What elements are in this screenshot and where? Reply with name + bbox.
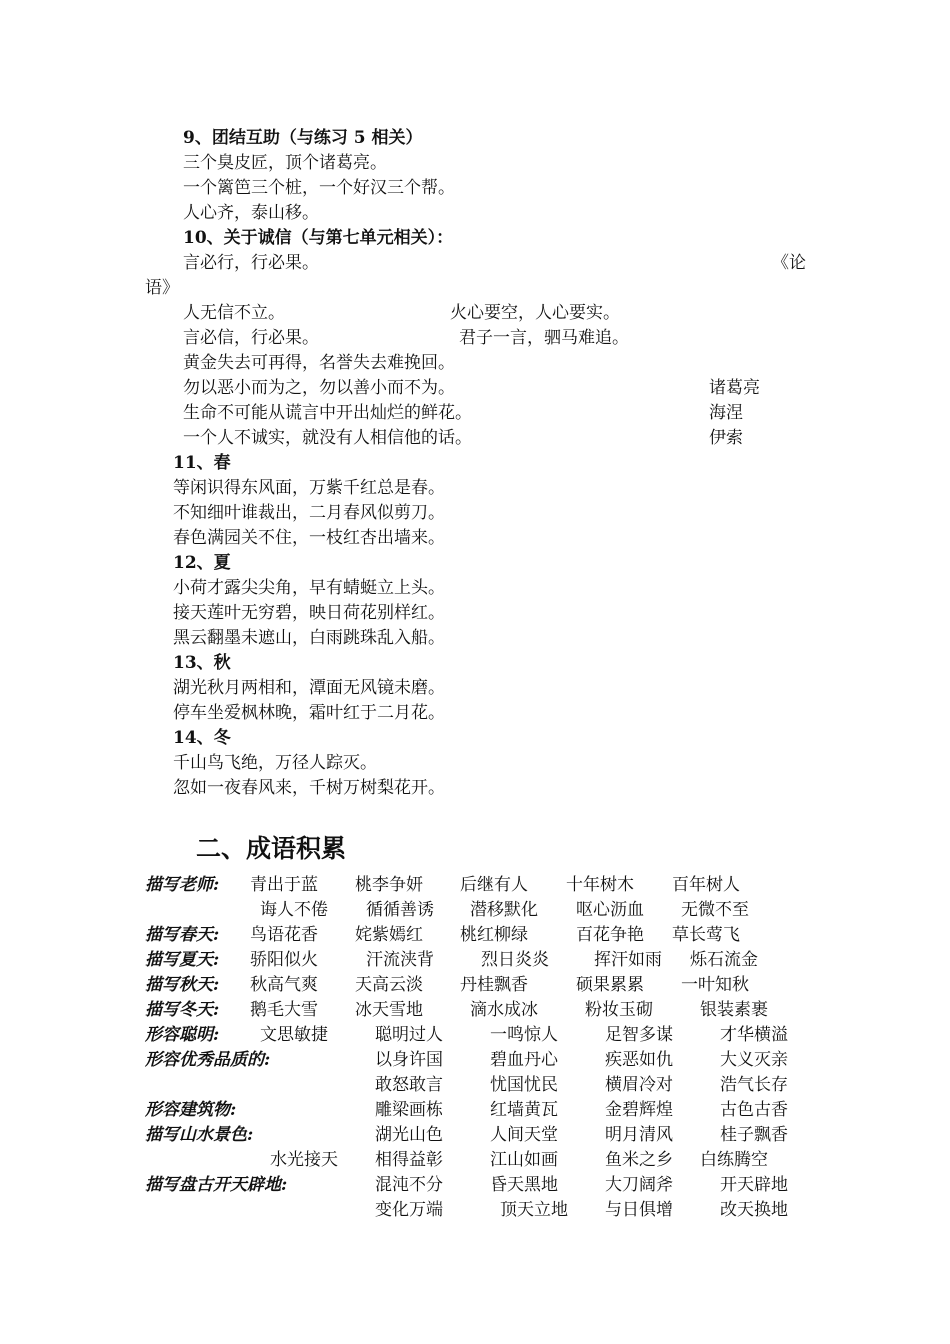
poem-line: 湖光秋月两相和，潭面无风镜未磨。 — [173, 678, 445, 698]
proverb-source: 诸葛亮 — [709, 378, 760, 398]
poem-line: 小荷才露尖尖角，早有蜻蜓立上头。 — [173, 578, 445, 598]
idiom: 百花争艳 — [576, 925, 644, 945]
idiom: 变化万端 — [375, 1200, 443, 1220]
category-label-winter: 描写冬天: — [145, 1000, 220, 1020]
idiom: 循循善诱 — [366, 900, 434, 920]
idiom: 鸟语花香 — [250, 925, 318, 945]
idiom: 骄阳似火 — [250, 950, 318, 970]
proverb-line: 勿以恶小而为之，勿以善小而不为。 — [183, 378, 455, 398]
idiom: 一叶知秋 — [681, 975, 749, 995]
idiom: 诲人不倦 — [260, 900, 328, 920]
idiom: 挥汗如雨 — [594, 950, 662, 970]
idiom: 一鸣惊人 — [490, 1025, 558, 1045]
idiom: 相得益彰 — [375, 1150, 443, 1170]
idiom: 姹紫嫣红 — [355, 925, 423, 945]
section-10-heading: 10、关于诚信（与第七单元相关）： — [183, 228, 454, 248]
poem-line: 等闲识得东风面，万紫千红总是春。 — [173, 478, 445, 498]
category-label-building: 形容建筑物: — [145, 1100, 237, 1120]
idiom: 开天辟地 — [720, 1175, 788, 1195]
category-label-scenery: 描写山水景色: — [145, 1125, 254, 1145]
idiom: 滴水成冰 — [470, 1000, 538, 1020]
section-14-heading: 14、冬 — [173, 728, 231, 748]
idiom: 百年树人 — [672, 875, 740, 895]
idiom: 江山如画 — [490, 1150, 558, 1170]
idiom: 烈日炎炎 — [481, 950, 549, 970]
idiom: 与日俱增 — [605, 1200, 673, 1220]
poem-line: 黑云翻墨未遮山，白雨跳珠乱入船。 — [173, 628, 445, 648]
idiom: 足智多谋 — [605, 1025, 673, 1045]
category-label-summer: 描写夏天: — [145, 950, 220, 970]
proverb-line: 一个人不诚实，就没有人相信他的话。 — [183, 428, 472, 448]
idiom: 鹅毛大雪 — [250, 1000, 318, 1020]
idiom: 粉妆玉砌 — [585, 1000, 653, 1020]
idiom: 硕果累累 — [576, 975, 644, 995]
poem-line: 千山鸟飞绝，万径人踪灭。 — [173, 753, 377, 773]
category-label-smart: 形容聪明: — [145, 1025, 220, 1045]
idiom: 人间天堂 — [490, 1125, 558, 1145]
proverb-line: 言必信，行必果。 — [183, 328, 319, 348]
idiom: 无微不至 — [681, 900, 749, 920]
idiom: 昏天黑地 — [490, 1175, 558, 1195]
idiom: 敢怒敢言 — [375, 1075, 443, 1095]
idiom: 秋高气爽 — [250, 975, 318, 995]
idiom: 雕梁画栋 — [375, 1100, 443, 1120]
section-9-heading: 9、团结互助（与练习 5 相关） — [183, 128, 423, 148]
proverb-line: 君子一言，驷马难追。 — [459, 328, 629, 348]
proverb-source: 《论 — [772, 253, 806, 273]
proverb-line: 生命不可能从谎言中开出灿烂的鲜花。 — [183, 403, 472, 423]
section-13-heading: 13、秋 — [173, 653, 231, 673]
proverb-line: 人心齐，泰山移。 — [183, 203, 319, 223]
proverb-source: 海涅 — [709, 403, 743, 423]
idiom: 汗流浃背 — [366, 950, 434, 970]
idiom: 浩气长存 — [720, 1075, 788, 1095]
poem-line: 春色满园关不住，一枝红杏出墙来。 — [173, 528, 445, 548]
idiom: 冰天雪地 — [355, 1000, 423, 1020]
idiom: 大义灭亲 — [720, 1050, 788, 1070]
section-11-heading: 11、春 — [173, 453, 231, 473]
category-label-pangu: 描写盘古开天辟地: — [145, 1175, 288, 1195]
idiom: 银装素裹 — [700, 1000, 768, 1020]
proverb-line: 黄金失去可再得，名誉失去难挽回。 — [183, 353, 455, 373]
poem-line: 忽如一夜春风来，千树万树梨花开。 — [173, 778, 445, 798]
idiom: 湖光山色 — [375, 1125, 443, 1145]
idiom: 古色古香 — [720, 1100, 788, 1120]
proverb-line: 火心要空，人心要实。 — [450, 303, 620, 323]
idiom: 忧国忧民 — [490, 1075, 558, 1095]
idiom: 横眉冷对 — [605, 1075, 673, 1095]
idiom: 顶天立地 — [500, 1200, 568, 1220]
idiom: 文思敏捷 — [260, 1025, 328, 1045]
idiom: 改天换地 — [720, 1200, 788, 1220]
idiom: 桃红柳绿 — [460, 925, 528, 945]
proverb-line: 人无信不立。 — [183, 303, 285, 323]
idiom: 水光接天 — [270, 1150, 338, 1170]
idioms-section-title: 二、成语积累 — [196, 834, 347, 863]
idiom: 才华横溢 — [720, 1025, 788, 1045]
idiom: 桂子飘香 — [720, 1125, 788, 1145]
idiom: 天高云淡 — [355, 975, 423, 995]
category-label-autumn: 描写秋天: — [145, 975, 220, 995]
idiom: 红墙黄瓦 — [490, 1100, 558, 1120]
idiom: 青出于蓝 — [250, 875, 318, 895]
section-12-heading: 12、夏 — [173, 553, 231, 573]
idiom: 聪明过人 — [375, 1025, 443, 1045]
idiom: 疾恶如仇 — [605, 1050, 673, 1070]
poem-line: 接天莲叶无穷碧，映日荷花别样红。 — [173, 603, 445, 623]
idiom: 后继有人 — [460, 875, 528, 895]
idiom: 潜移默化 — [470, 900, 538, 920]
idiom: 明月清风 — [605, 1125, 673, 1145]
idiom: 丹桂飘香 — [460, 975, 528, 995]
idiom: 鱼米之乡 — [605, 1150, 673, 1170]
idiom: 呕心沥血 — [576, 900, 644, 920]
poem-line: 不知细叶谁裁出，二月春风似剪刀。 — [173, 503, 445, 523]
idiom: 以身许国 — [375, 1050, 443, 1070]
idiom: 大刀阔斧 — [605, 1175, 673, 1195]
idiom: 混沌不分 — [375, 1175, 443, 1195]
category-label-spring: 描写春天: — [145, 925, 220, 945]
proverb-source: 语》 — [145, 278, 179, 298]
idiom: 十年树木 — [566, 875, 634, 895]
category-label-teacher: 描写老师: — [145, 875, 220, 895]
proverb-line: 言必行，行必果。 — [183, 253, 319, 273]
idiom: 草长莺飞 — [672, 925, 740, 945]
idiom: 金碧辉煌 — [605, 1100, 673, 1120]
poem-line: 停车坐爱枫林晚，霜叶红于二月花。 — [173, 703, 445, 723]
idiom: 桃李争妍 — [355, 875, 423, 895]
proverb-line: 一个篱笆三个桩，一个好汉三个帮。 — [183, 178, 455, 198]
category-label-quality: 形容优秀品质的: — [145, 1050, 271, 1070]
idiom: 碧血丹心 — [490, 1050, 558, 1070]
idiom: 烁石流金 — [690, 950, 758, 970]
proverb-source: 伊索 — [709, 428, 743, 448]
idiom: 白练腾空 — [700, 1150, 768, 1170]
proverb-line: 三个臭皮匠，顶个诸葛亮。 — [183, 153, 387, 173]
